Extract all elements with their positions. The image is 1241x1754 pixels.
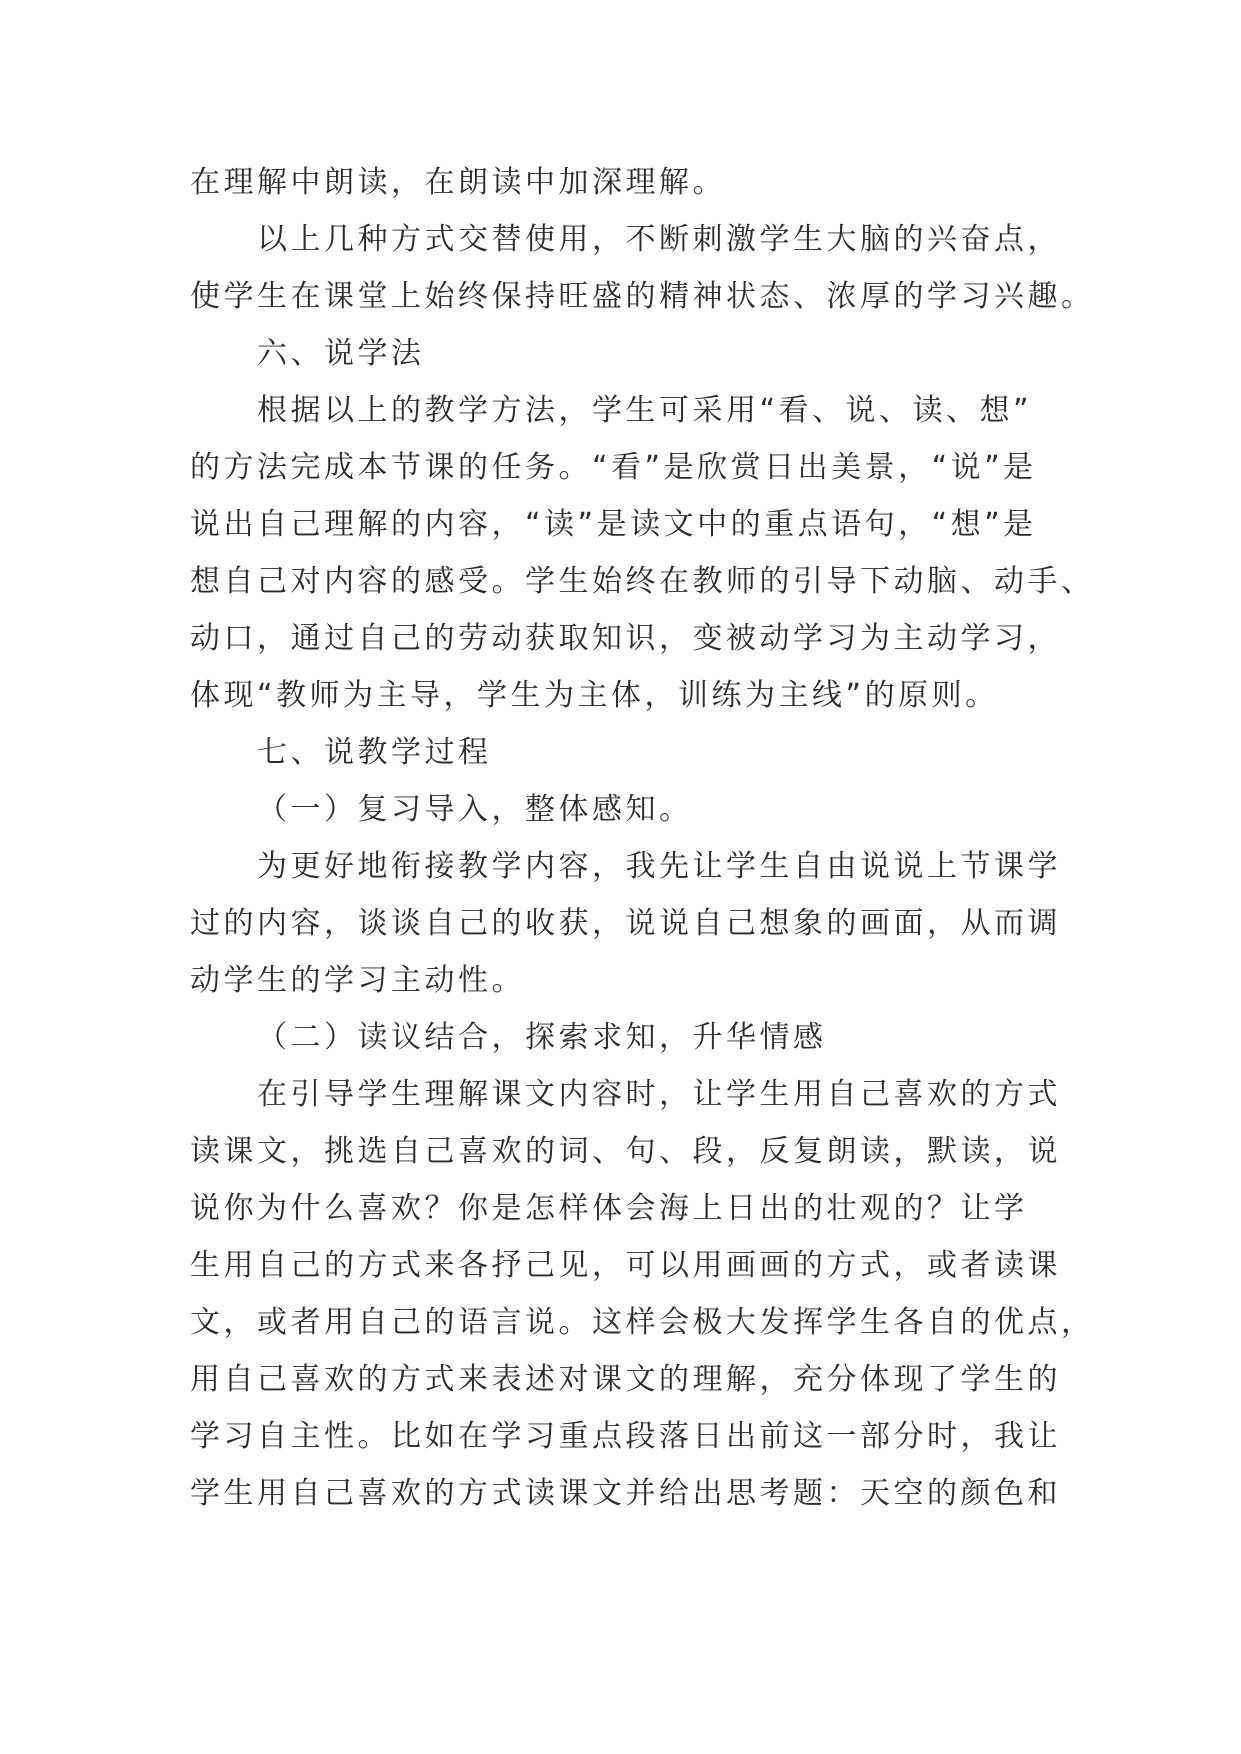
text-line: 使学生在课堂上始终保持旺盛的精神状态、浓厚的学习兴趣。 <box>190 279 1095 314</box>
text-line: 文，或者用自己的语言说。这样会极大发挥学生各自的优点， <box>190 1305 1095 1340</box>
text-line: 说出自己理解的内容，“读”是读文中的重点语句，“想”是 <box>190 507 1037 542</box>
text-line: 过的内容，谈谈自己的收获，说说自己想象的画面，从而调 <box>190 906 1061 941</box>
section-heading: 六、说学法 <box>257 336 425 371</box>
text-line: 用自己喜欢的方式来表述对课文的理解，充分体现了学生的 <box>190 1362 1061 1397</box>
text-line: 的方法完成本节课的任务。“看”是欣赏日出美景，“说”是 <box>190 450 1037 485</box>
text-line: 学习自主性。比如在学习重点段落日出前这一部分时，我让 <box>190 1419 1061 1454</box>
text-line: 动学生的学习主动性。 <box>190 963 525 998</box>
text-line: 为更好地衔接教学内容，我先让学生自由说说上节课学 <box>257 849 1061 884</box>
text-line: 体现“教师为主导，学生为主体，训练为主线”的原则。 <box>190 678 999 713</box>
text-line: 生用自己的方式来各抒己见，可以用画画的方式，或者读课 <box>190 1248 1061 1283</box>
section-heading: 七、说教学过程 <box>257 735 492 770</box>
text-line: 学生用自己喜欢的方式读课文并给出思考题：天空的颜色和 <box>190 1476 1061 1511</box>
text-line: 根据以上的教学方法，学生可采用“看、说、读、想” <box>257 393 1033 428</box>
subsection-heading: （二）读议结合，探索求知，升华情感 <box>257 1020 827 1055</box>
text-line: 在引导学生理解课文内容时，让学生用自己喜欢的方式 <box>257 1077 1061 1112</box>
text-line: 说你为什么喜欢？你是怎样体会海上日出的壮观的？让学 <box>190 1191 1028 1226</box>
text-line: 动口，通过自己的劳动获取知识，变被动学习为主动学习， <box>190 621 1061 656</box>
text-line: 以上几种方式交替使用，不断刺激学生大脑的兴奋点， <box>257 222 1061 257</box>
text-line: 读课文，挑选自己喜欢的词、句、段，反复朗读，默读，说 <box>190 1134 1061 1169</box>
subsection-heading: （一）复习导入，整体感知。 <box>257 792 693 827</box>
text-line: 想自己对内容的感受。学生始终在教师的引导下动脑、动手、 <box>190 564 1095 599</box>
text-line: 在理解中朗读，在朗读中加深理解。 <box>190 165 726 200</box>
